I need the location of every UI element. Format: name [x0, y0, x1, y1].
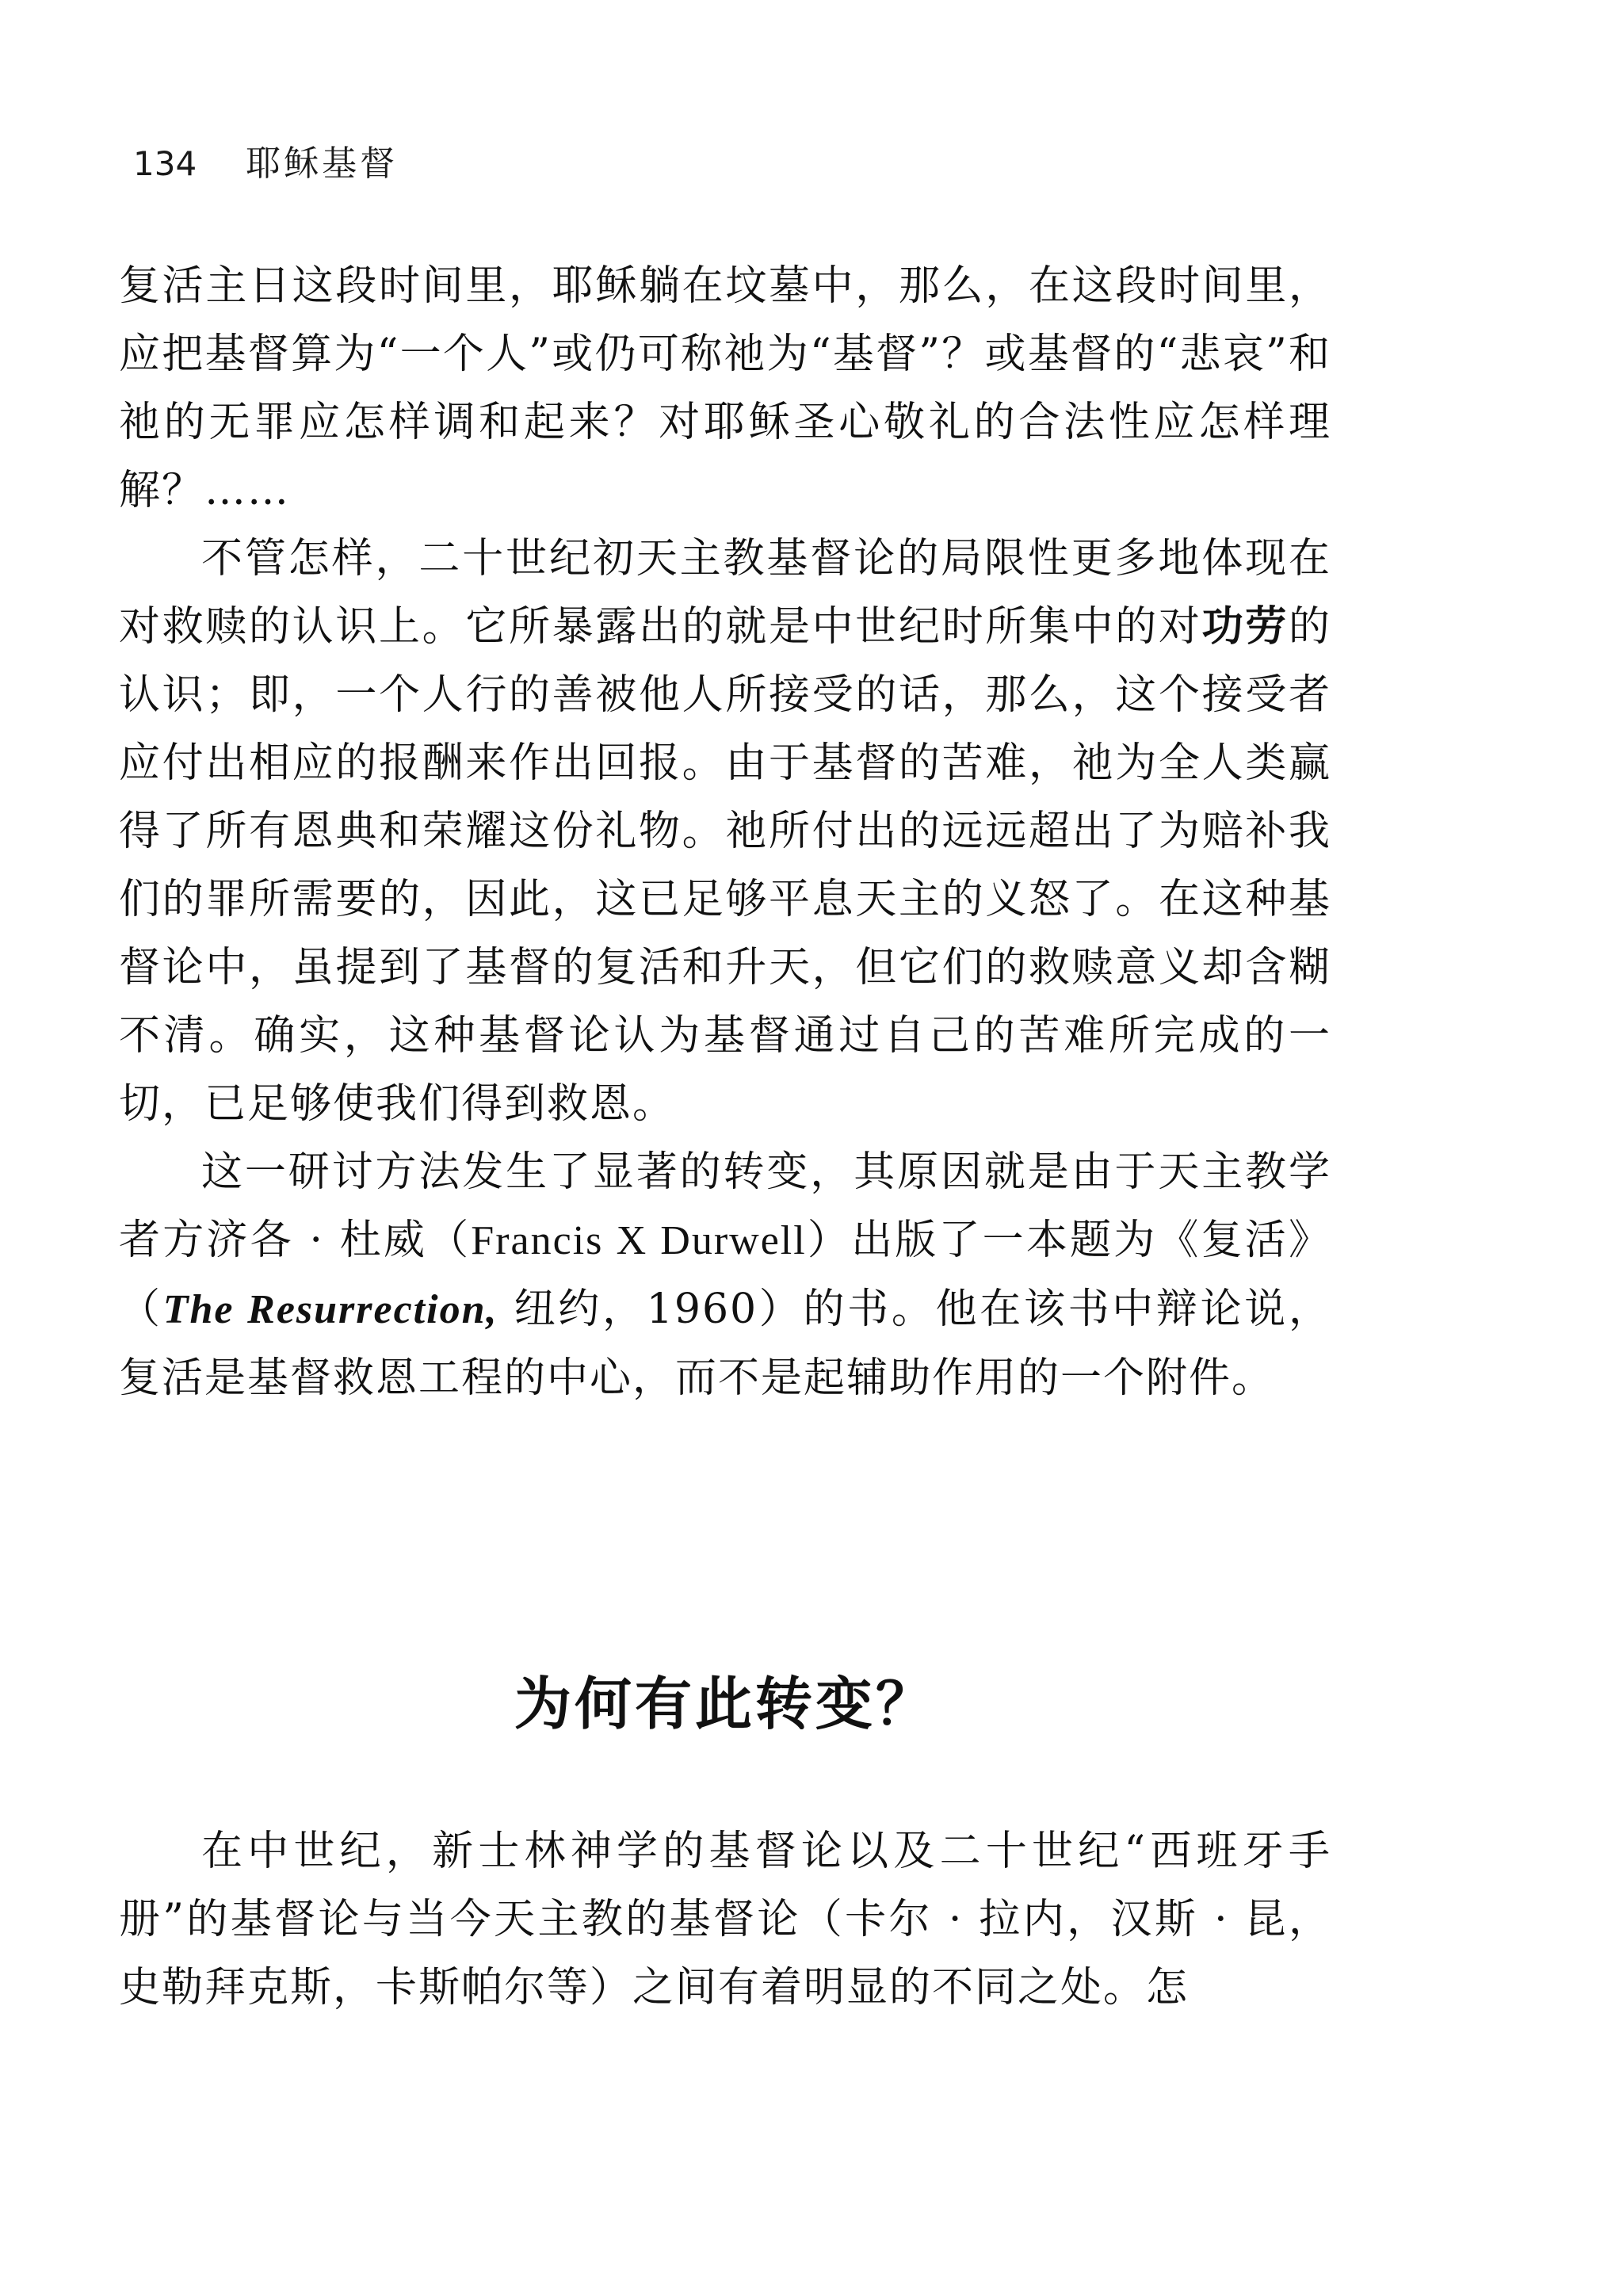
page-number: 134	[133, 144, 197, 183]
paragraph	[119, 525, 1331, 1138]
paragraph-continued	[119, 252, 1331, 525]
body-text-before-heading	[119, 252, 1331, 1412]
author-name-latin: Francis X Durwell	[471, 1218, 807, 1263]
paragraph-1-text: 复活主日这段时间里，耶稣躺在坟墓中，那么，在这段时间里，应把基督算为“一个人”或仍可称祂为“基督”？或基督的“悲哀”和祂的无罪应怎样调和起来？对耶稣圣心敬礼的合法性应怎样理解？……	[119, 262, 1331, 514]
running-head	[133, 136, 398, 192]
book-title-latin: The Resurrection,	[162, 1287, 498, 1332]
paragraph-2-text-part-1: 不管怎样，二十世纪初天主教基督论的局限性更多地体现在对救赎的认识上。它所暴露出的就是中世纪时所集中的对	[119, 535, 1331, 651]
emphasized-term: 功劳	[1201, 602, 1289, 651]
paragraph	[119, 1817, 1331, 2022]
paragraph-3-text-part-1: 这一研讨方法发生了显著的转变，其原因就是由于天主教学者方济各 · 杜威（	[119, 1148, 1331, 1264]
section-heading: 为何有此转变？	[514, 1671, 936, 1737]
paragraph-4-text: 在中世纪，新士林神学的基督论以及二十世纪“西班牙手册”的基督论与当今天主教的基督论（卡尔 · 拉内，汉斯 · 昆，史勒拜克斯，卡斯帕尔等）之间有着明显的不同之处。怎	[119, 1828, 1331, 2011]
paragraph-2-text-part-2: 的认识；即，一个人行的善被他人所接受的话，那么，这个接受者应付出相应的报酬来作出回报。由于基督的苦难，祂为全人类赢得了所有恩典和荣耀这份礼物。祂所付出的远远超出了为赔补我们的罪所需要的，因此，这已足够平息天主的义怒了。在这种基督论中，虽提到了基督的复活和升天，但它们的救赎意义却含糊不清。确实，这种基督论认为基督通过自己的苦难所完成的一切，已足够使我们得到救恩。	[119, 603, 1331, 1128]
running-head-title: 耶稣基督	[246, 143, 399, 184]
paragraph-3-text-part-2: ）出版了一本题为《复活》（	[119, 1217, 1331, 1333]
paragraph-3-text-part-3: 纽约，1960）的书。他在该书中辩论说，复活是基督救恩工程的中心，而不是起辅助作用的一个附件。	[119, 1286, 1331, 1402]
paragraph	[119, 1138, 1331, 1412]
body-text-after-heading	[119, 1817, 1331, 2022]
